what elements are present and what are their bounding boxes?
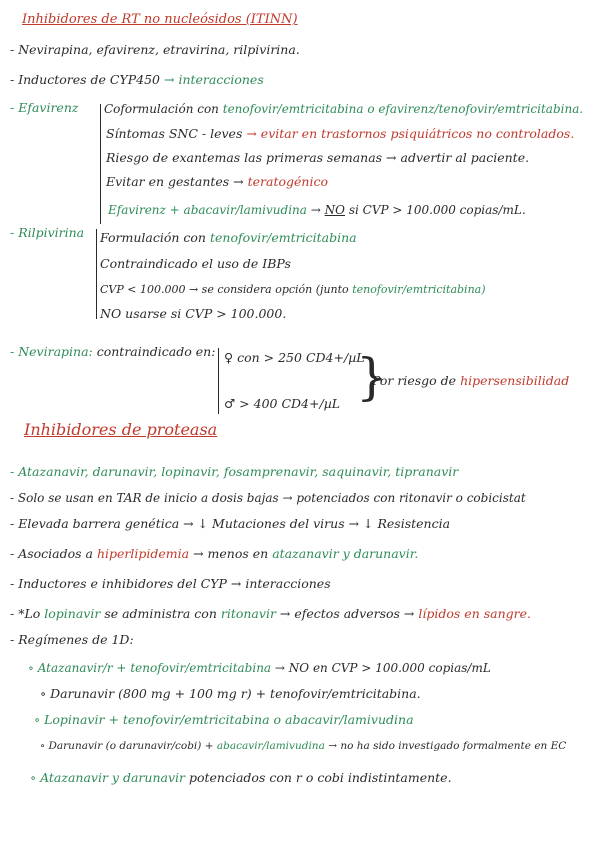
efavirenz-point-1 xyxy=(104,101,583,117)
protease-lopinavir-admin: se administra con xyxy=(104,606,217,621)
regimen-5-drugs: ∘ Atazanavir y darunavir xyxy=(30,770,185,785)
regimen-5-note: potenciados con r o cobi indistintamente. xyxy=(188,770,452,785)
rilpivirina-point-4: NO usarse si CVP > 100.000. xyxy=(100,306,287,321)
protease-regimens-title: - Regímenes de 1D: xyxy=(10,632,134,647)
efavirenz-point-2-text: Síntomas SNC - leves xyxy=(106,126,243,141)
nevirapina-male-threshold: ♂ > 400 CD4+/µL xyxy=(224,396,341,411)
efavirenz-point-4-teratogenic: teratogénico xyxy=(247,174,329,189)
nevirapina-label: - Nevirapina: xyxy=(10,344,93,359)
section-title-itinn: Inhibidores de RT no nucleósidos (ITINN) xyxy=(22,12,298,27)
rilpivirina-bracket xyxy=(96,229,97,319)
regimen-4 xyxy=(40,738,566,754)
protease-lopinavir-lipids: lípidos en sangre. xyxy=(418,606,531,621)
nevirapina-risk-text: Por riesgo de xyxy=(372,373,457,388)
efavirenz-point-5-arrow: → xyxy=(310,203,321,217)
efavirenz-point-2-warning: → evitar en trastornos psiquiátricos no controlados. xyxy=(246,126,575,141)
rilpivirina-point-1-drugs: tenofovir/emtricitabina xyxy=(209,230,357,245)
protease-cyp: - Inductores e inhibidores del CYP → interacciones xyxy=(10,576,331,591)
efavirenz-point-4-text: Evitar en gestantes → xyxy=(106,174,244,189)
protease-lopinavir-prefix: - *Lo xyxy=(10,606,41,621)
rilpivirina-point-3-text: CVP < 100.000 → se considera opción (junto xyxy=(100,283,349,296)
efavirenz-point-1-drugs: tenofovir/emtricitabina o efavirenz/tenofovir/emtricitabina. xyxy=(222,102,584,116)
protease-drug-list: - Atazanavir, darunavir, lopinavir, fosamprenavir, saquinavir, tipranavir xyxy=(10,464,459,479)
rilpivirina-label: - Rilpivirina xyxy=(10,225,85,240)
efavirenz-point-4 xyxy=(106,174,328,190)
regimen-3 xyxy=(34,712,414,728)
efavirenz-bracket xyxy=(100,104,101,224)
efavirenz-point-1-text: Coformulación con xyxy=(104,102,219,116)
regimen-4-note: → no ha sido investigado formalmente en EC xyxy=(328,740,567,752)
regimen-1-drug: ∘ Atazanavir/r + xyxy=(28,661,127,675)
nevirapina-hypersensitivity: hipersensibilidad xyxy=(460,373,570,388)
efavirenz-point-3: Riesgo de exantemas las primeras semanas → advertir al paciente. xyxy=(106,150,530,165)
protease-lopinavir-note xyxy=(10,606,531,622)
section-title-protease: Inhibidores de proteasa xyxy=(24,420,218,439)
regimen-1 xyxy=(28,660,491,676)
protease-lopinavir-drug: lopinavir xyxy=(44,606,101,621)
regimen-2-backbone: tenofovir/emtricitabina. xyxy=(270,686,421,701)
nevirapina-line xyxy=(10,344,215,360)
note-cyp-inducers xyxy=(10,72,264,88)
efavirenz-point-2 xyxy=(106,126,574,142)
regimen-2 xyxy=(40,686,421,702)
protease-hyperlipidemia-term: hiperlipidemia xyxy=(96,546,190,561)
protease-hyperlipidemia-less: → menos en xyxy=(193,546,269,561)
regimen-3-backbone: tenofovir/emtricitabina o abacavir/lamivudina xyxy=(122,712,414,727)
protease-hyperlipidemia-drugs: atazanavir y darunavir. xyxy=(272,546,419,561)
rilpivirina-point-1-text: Formulación con xyxy=(100,230,206,245)
note-cyp-inducers-text: - Inductores de CYP450 xyxy=(10,72,161,87)
regimen-1-condition: → NO en CVP > 100.000 copias/mL xyxy=(274,661,491,675)
nevirapina-bracket xyxy=(218,348,219,414)
note-drug-list: - Nevirapina, efavirenz, etravirina, rilpivirina. xyxy=(10,42,300,57)
protease-genetic-barrier: - Elevada barrera genética → ↓ Mutaciones del virus → ↓ Resistencia xyxy=(10,516,451,531)
nevirapina-risk xyxy=(372,373,569,389)
rilpivirina-point-3 xyxy=(100,282,486,298)
regimen-2-drug: ∘ Darunavir (800 mg + 100 mg r) + xyxy=(40,686,267,701)
note-interactions-text: → interacciones xyxy=(164,72,264,87)
protease-lopinavir-effects: → efectos adversos → xyxy=(279,606,415,621)
nevirapina-female-threshold: ♀ con > 250 CD4+/µL xyxy=(224,350,365,365)
efavirenz-point-5 xyxy=(108,202,526,218)
efavirenz-point-5-condition: si CVP > 100.000 copias/mL. xyxy=(348,203,526,217)
regimen-4-backbone: abacavir/lamivudina xyxy=(216,740,325,752)
protease-hyperlipidemia-text: - Asociados a xyxy=(10,546,93,561)
protease-initial-therapy: - Solo se usan en TAR de inicio a dosis bajas → potenciados con ritonavir o cobicistat xyxy=(10,491,526,505)
regimen-4-drug: ∘ Darunavir (o darunavir/cobi) + xyxy=(40,740,214,752)
regimen-3-drug: ∘ Lopinavir + xyxy=(34,712,119,727)
rilpivirina-point-1 xyxy=(100,230,357,246)
protease-hyperlipidemia xyxy=(10,546,418,562)
efavirenz-point-5-combo: Efavirenz + abacavir/lamivudina xyxy=(108,203,307,217)
regimen-1-backbone: tenofovir/emtricitabina xyxy=(130,661,272,675)
rilpivirina-point-3-drugs: tenofovir/emtricitabina) xyxy=(352,283,486,296)
nevirapina-contraindicated: contraindicado en: xyxy=(96,344,216,359)
efavirenz-label: - Efavirenz xyxy=(10,100,79,115)
regimen-5 xyxy=(30,770,452,786)
protease-lopinavir-ritonavir: ritonavir xyxy=(220,606,276,621)
rilpivirina-point-2: Contraindicado el uso de IBPs xyxy=(100,256,291,271)
nevirapina-curly-brace: } xyxy=(356,348,388,406)
efavirenz-point-5-no: NO xyxy=(324,203,345,217)
